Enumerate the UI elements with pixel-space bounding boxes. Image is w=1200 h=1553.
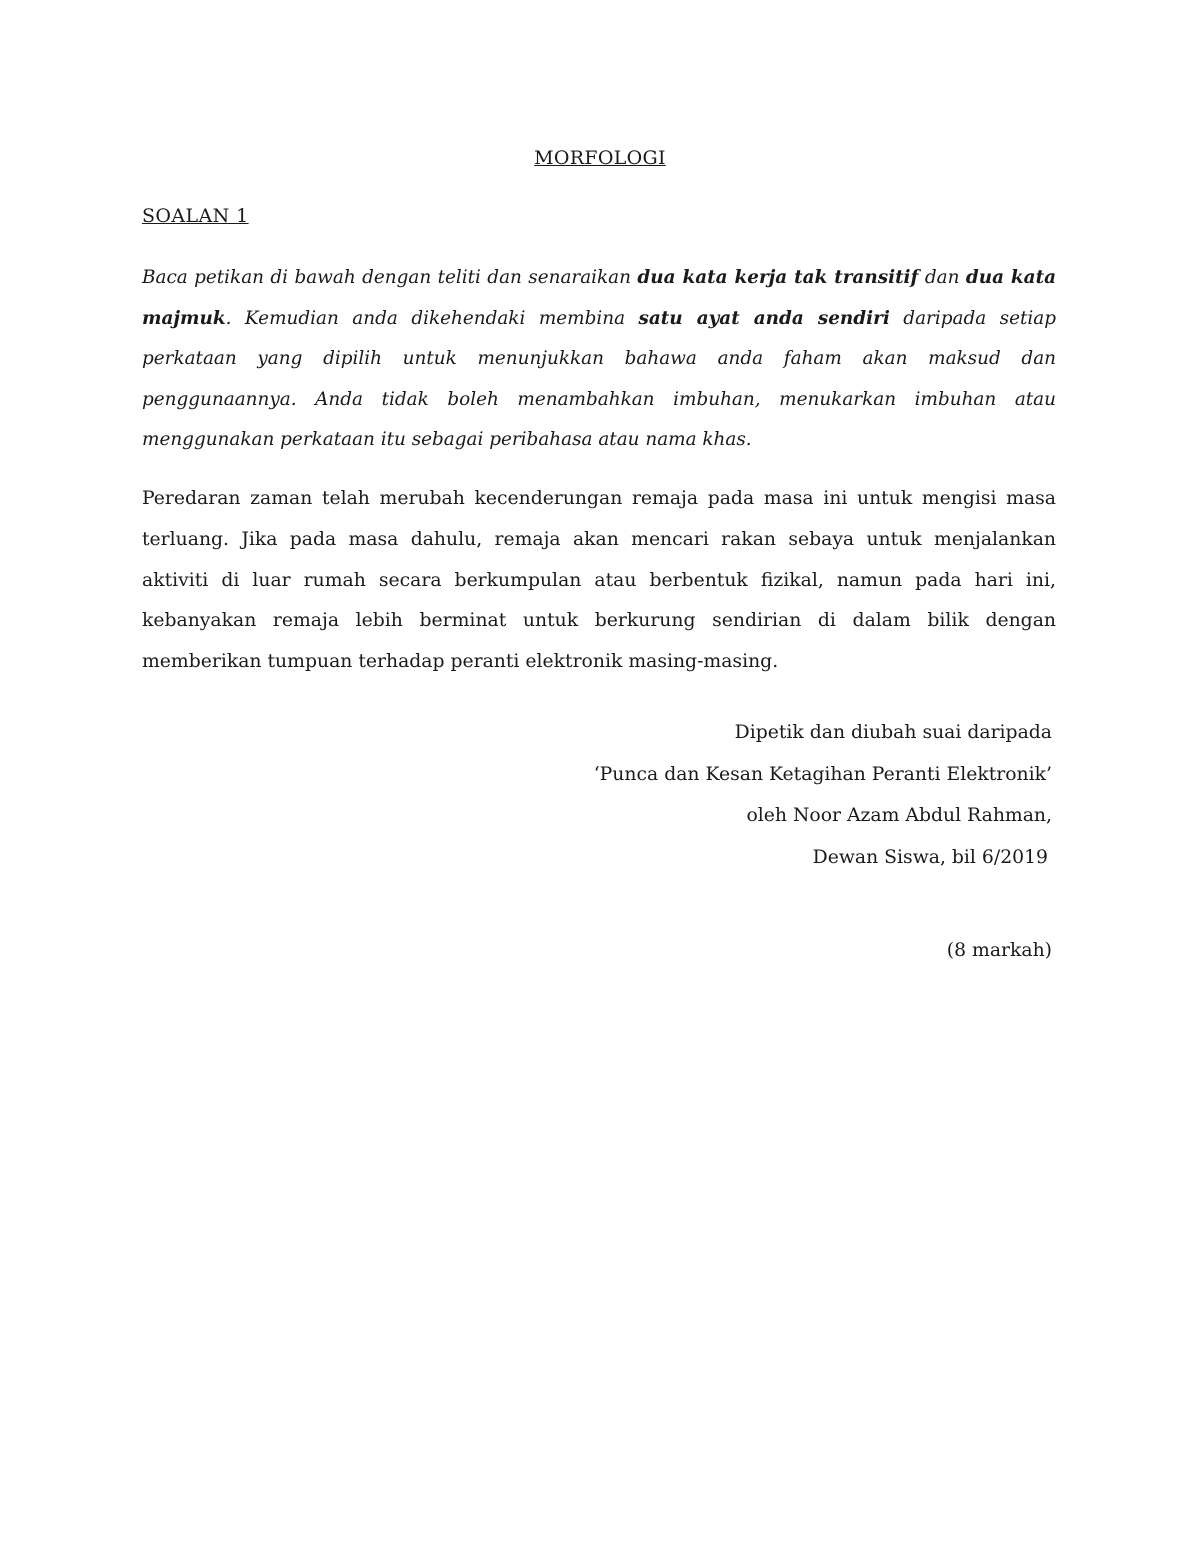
source-line-1: Dipetik dan diubah suai daripada — [734, 722, 1052, 743]
instruction-text-1: Baca petikan di bawah dengan teliti dan senaraikan — [142, 267, 638, 288]
instruction-bold-1: dua kata kerja tak transitif — [637, 267, 919, 288]
instruction-text-3: . Kemudian anda dikehendaki membina — [225, 307, 639, 329]
instruction-paragraph — [142, 258, 1056, 461]
marks-allocation: (8 markah) — [946, 940, 1052, 961]
document-title: MORFOLOGI — [534, 147, 666, 169]
source-line-3: oleh Noor Azam Abdul Rahman, — [746, 805, 1052, 827]
instruction-bold-3: satu ayat anda sendiri — [638, 307, 890, 329]
instruction-bold-2: dua kata majmuk — [142, 267, 1057, 329]
passage-paragraph: Peredaran zaman telah merubah kecenderungan remaja pada masa ini untuk mengisi masa terluang. Jika pada masa dahulu, remaja akan mencari rakan sebaya untuk menjalankan aktiviti di luar rumah secara berkumpulan atau berbentuk fizikal, namun pada hari ini, kebanyakan remaja lebih berminat untuk berkurung sendirian di dalam bilik dengan memberikan tumpuan terhadap peranti elektronik masing-masing. — [142, 488, 1056, 673]
source-citation — [0, 712, 1052, 878]
source-line-2: ‘Punca dan Kesan Ketagihan Peranti Elektronik’ — [593, 763, 1052, 785]
instruction-text-2: dan — [918, 267, 966, 288]
instruction-text-4: daripada setiap perkataan yang dipilih untuk menunjukkan bahawa anda faham akan maksud dan penggunaannya. Anda tidak boleh menambahkan imbuhan, menukarkan imbuhan atau menggunakan perkataan itu sebagai peribahasa atau nama khas. — [142, 307, 1056, 451]
question-label: SOALAN 1 — [142, 205, 249, 227]
source-line-4: Dewan Siswa, bil 6/2019 — [812, 846, 1048, 868]
